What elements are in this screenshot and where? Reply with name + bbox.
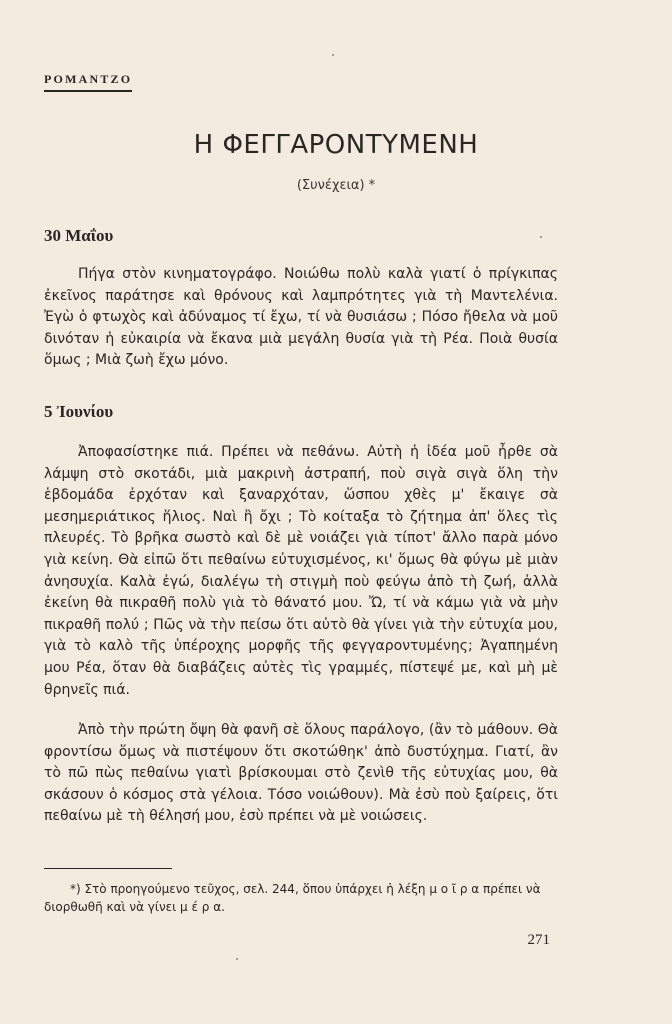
chapter-title: Η ΦΕΓΓΑΡΟΝΤΥΜΕΝΗ — [193, 130, 479, 160]
entry-date: 5 Ἰουνίου — [44, 402, 114, 421]
body-paragraph: Ἀποφασίστηκε πιά. Πρέπει νὰ πεθάνω. Αὐτὴ ἡ ἰδέα μοῦ ἦρθε σὰ λάμψη στὸ σκοτάδι, μιὰ μακρινὴ ἀστραπή, ποὺ σιγὰ σιγὰ ὅλη τὴν ἑβδομάδα ἐρχόταν καὶ ξαναρχόταν, ὥσπου χθὲς μ' ἔκαιγε σὰ μεσημεριάτικος ἥλιος. Ναὶ ἢ ὄχι ; Τὸ κοίταξα τὸ ζήτημα ἀπ' ὅλες τὶς πλευρές. Τὸ βρῆκα σωστὸ καὶ δὲ μὲ νοιάζει γιὰ τίποτ' ἄλλο παρὰ μόνο γιὰ κείνη. Θὰ εἰπῶ ὅτι πεθαίνω εὐτυχισμένος, κι' ὅμως θὰ φύγω μὲ μιὰν ἀνησυχία. Καλὰ ἐγώ, διαλέγω τὴ στιγμὴ ποὺ φεύγω ἀπὸ τὴ ζωή, ἀλλὰ ἐκείνη θὰ πικραθῆ πολὺ γιὰ τὸ θάνατό μου. Ὤ, τί νὰ κάμω γιὰ νὰ μὴν πικραθῆ πολύ ; Πῶς νὰ τὴν πείσω ὅτι αὐτὸ θὰ γίνει γιὰ τὴν εὐτυχία μου, γιὰ τὸ καλὸ τῆς ὑπέροχης μορφῆς τῆς φεγγαροντυμένης; Ἀγαπημένη μου Ρέα, ὅταν θὰ διαβάζεις αὐτὲς τὶς γραμμές, πίστεψέ με, καὶ μὴ μὲ θρηνεῖς πιά. — [44, 444, 558, 698]
paper-speck — [236, 958, 238, 960]
footnote: *) Στὸ προηγούμενο τεῦχος, σελ. 244, ὅπου ὑπάρχει ἡ λέξη μ ο ῖ ρ α πρέπει νὰ διορθωθῆ καὶ νὰ γίνει μ έ ρ α. — [44, 882, 541, 914]
paper-speck — [540, 236, 542, 238]
body-paragraph: Ἀπὸ τὴν πρώτη ὄψη θὰ φανῆ σὲ ὅλους παράλογο, (ἂν τὸ μάθουν. Θὰ φροντίσω ὅμως νὰ πιστέψουν ὅτι σκοτώθηκ' ἀπὸ δυστύχημα. Γιατί, ἂν τὸ πῶ πὼς πεθαίνω γιατὶ βρίσκουμαι στὸ ζενὶθ τῆς εὐτυχίας μου, θὰ σκάσουν ὁ κόσμος στὰ γέλοια. Τόσο νοιώθουν). Μὰ ἐσὺ ποὺ ξαίρεις, ὅτι πεθαίνω μὲ τὴ θέλησή μου, ἐσὺ πρέπει νὰ μὲ νοιώσεις. — [44, 722, 558, 825]
page-number: 271 — [527, 932, 550, 948]
section-label: ΡΟΜΑΝΤΖΟ — [44, 72, 132, 92]
body-paragraph: Πήγα στὸν κινηματογράφο. Νοιώθω πολὺ καλὰ γιατί ὁ πρίγκιπας ἐκεῖνος παράτησε καὶ θρόνους καὶ λαμπρότητες γιὰ τὴ Μαντελένια. Ἐγὼ ὁ φτωχὸς καὶ ἀδύναμος τί ἔχω, τί νὰ θυσιάσω ; Πόσο ἤθελα νὰ μοῦ δινόταν ἡ εὐκαιρία νὰ ἔκανα μιὰ μεγάλη θυσία γιὰ τὴ Ρέα. Ποιὰ θυσία ὅμως ; Μιὰ ζωὴ ἔχω μόνο. — [44, 266, 558, 369]
paper-speck — [332, 54, 334, 56]
footnote-divider — [44, 868, 172, 869]
chapter-subtitle: (Συνέχεια) * — [296, 178, 376, 193]
entry-date: 30 Μαΐου — [44, 226, 114, 245]
